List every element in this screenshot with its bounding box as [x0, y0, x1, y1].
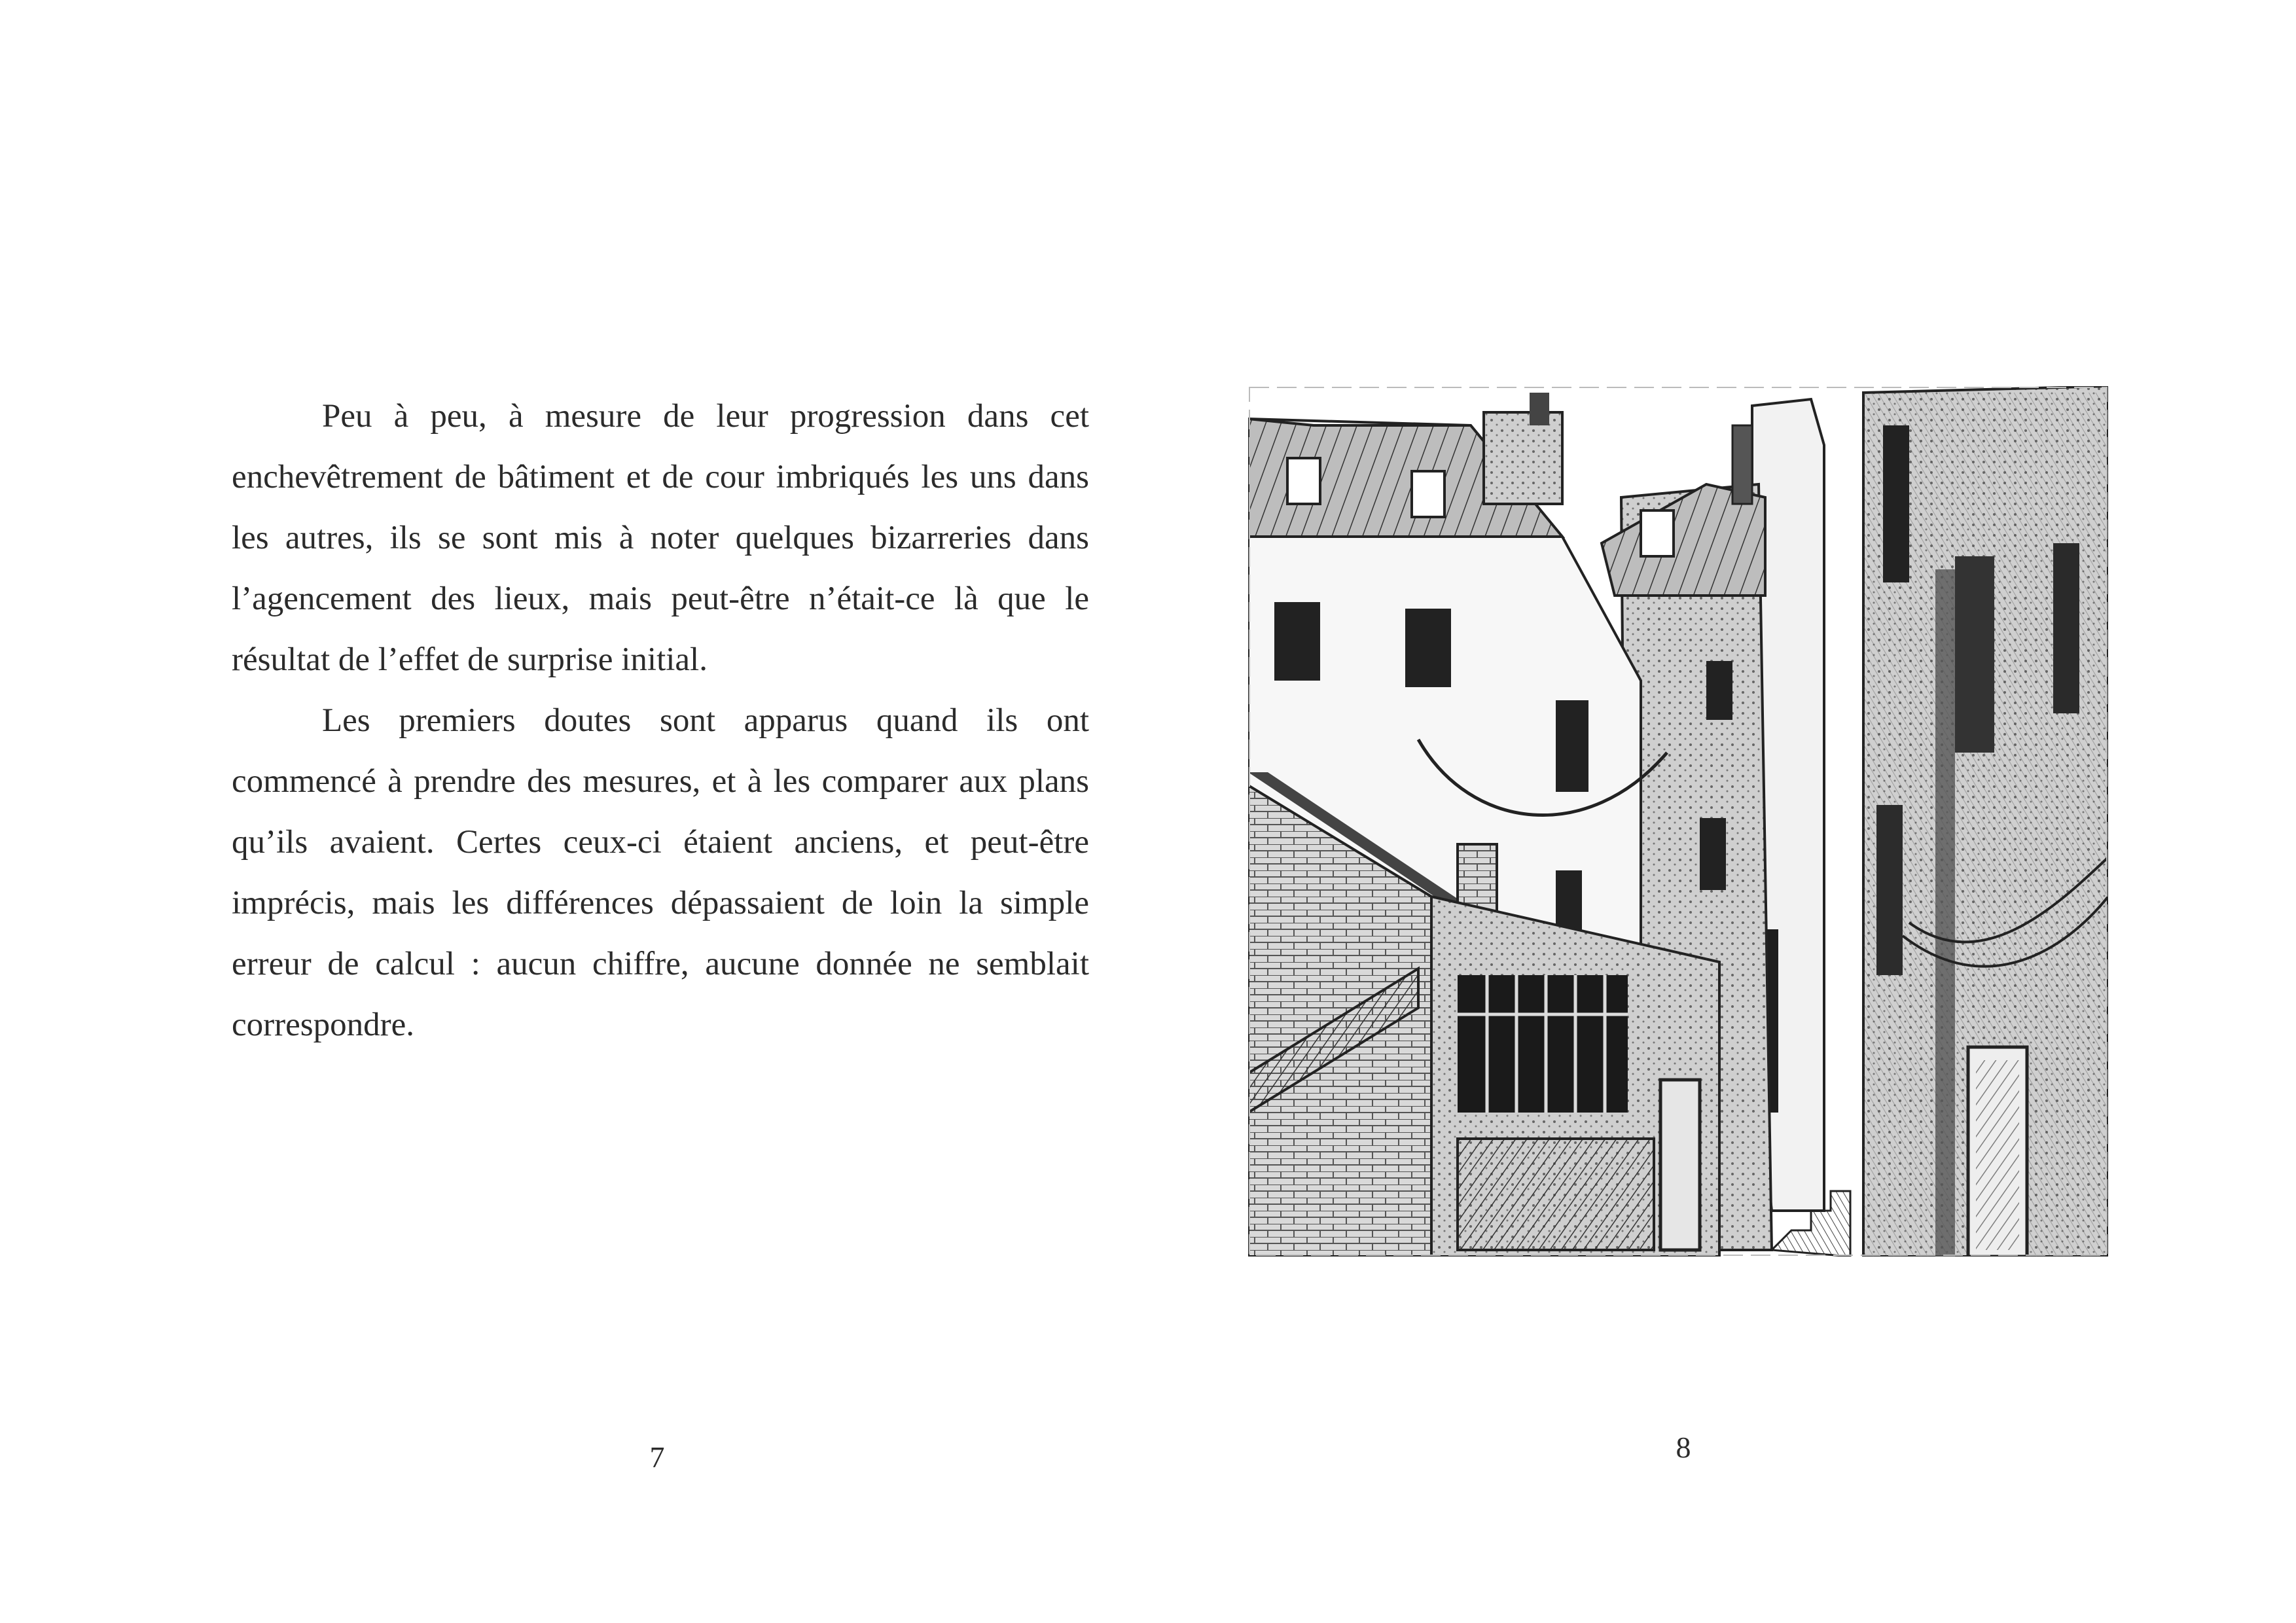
right-page: [1148, 0, 2296, 1623]
page-number-left: 7: [649, 1440, 665, 1474]
paragraph-2: Les premiers doutes sont apparus quand ils ont commencé à prendre des mesures, et à les comparer aux plans qu’ils avaient. Certes ceux-ci étaient anciens, et peut-être imprécis, mais les différences dépassaient de loin la simple erreur de calcul : aucun chiffre, aucune donnée ne semblait correspondre.: [232, 702, 1089, 1043]
paragraph-1: Peu à peu, à mesure de leur progression dans cet enchevêtrement de bâtiment et de cour imbriqués les uns dans les autres, ils se sont mis à noter quelques bizarreries dans l’agencement des lieux, mais peut-être n’était-ce là que le résultat de l’effet de surprise initial.: [232, 398, 1089, 678]
body-text: [232, 386, 1089, 1056]
page-number-right: 8: [1676, 1431, 1691, 1464]
building-courtyard-sketch-icon: [1248, 386, 2108, 1257]
